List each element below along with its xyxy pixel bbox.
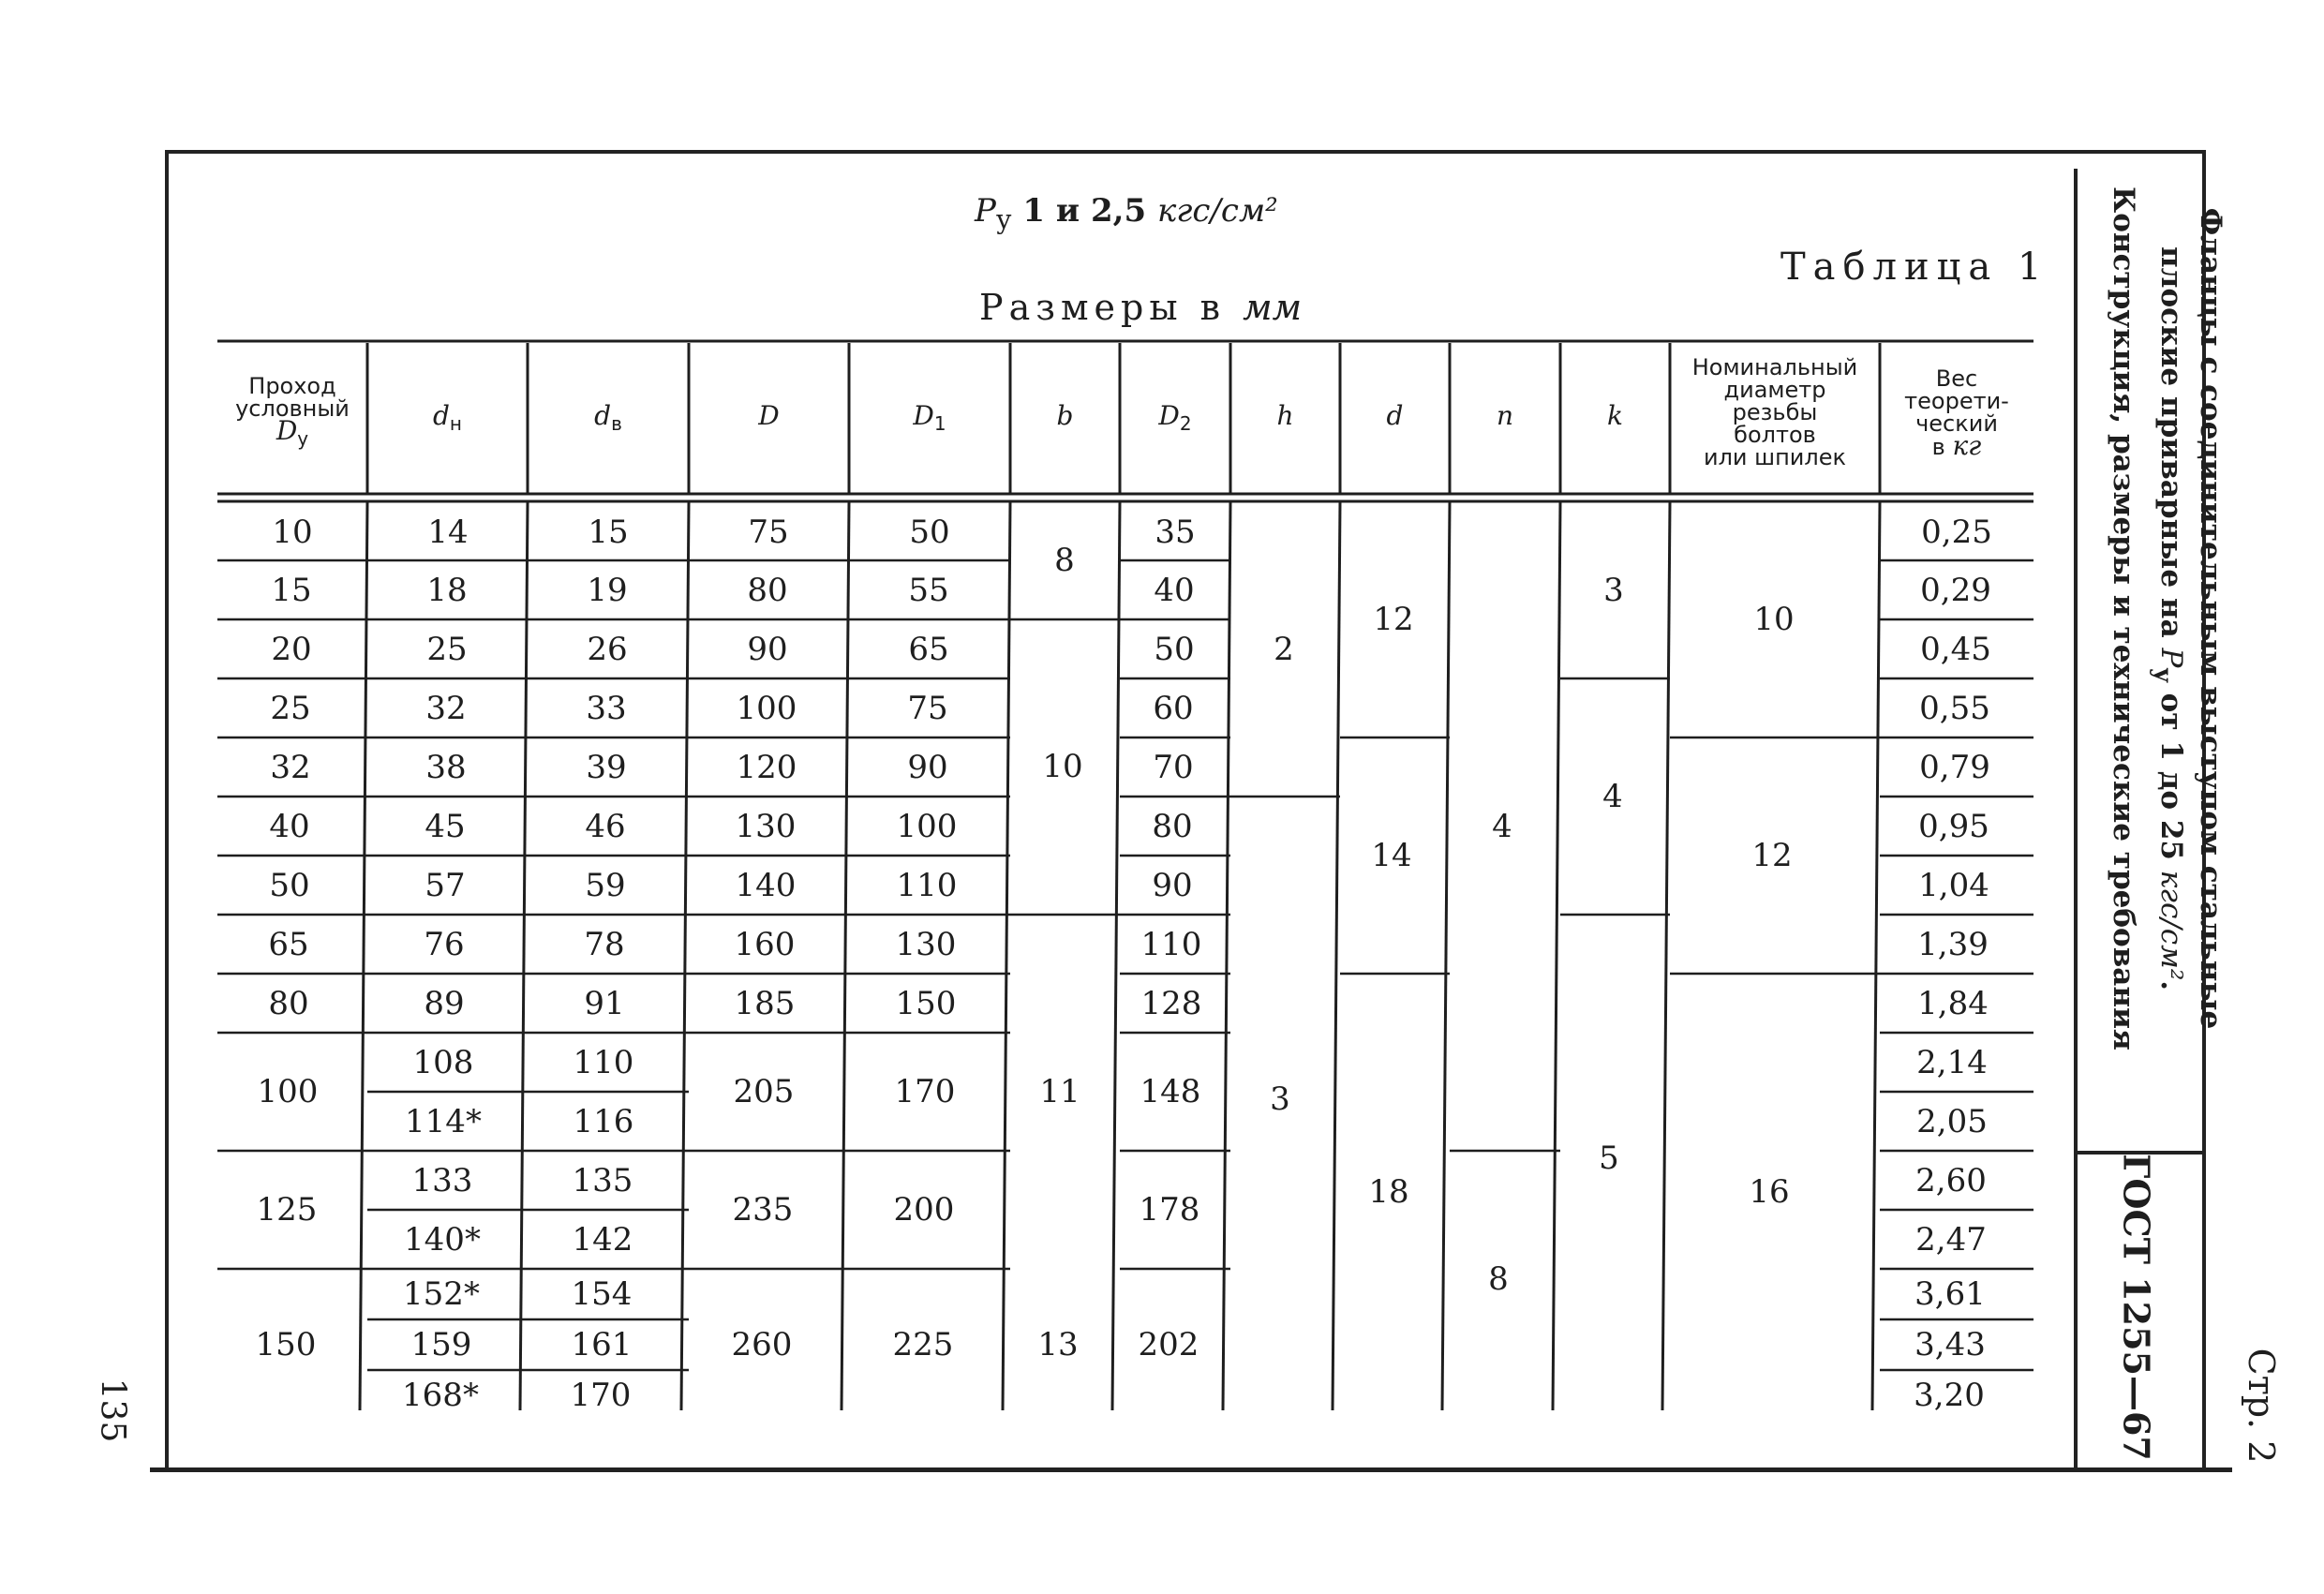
weight-cell: 1,84 [1917,985,1989,1022]
dv-cell: 161 [571,1326,633,1363]
dy-cell: 40 [269,808,310,845]
D2-cell: 35 [1155,514,1196,551]
dy-cell: 20 [271,631,312,668]
D2-cell: 178 [1139,1191,1200,1229]
weight-cell: 3,61 [1914,1275,1986,1313]
bolt-cell: 16 [1749,1173,1790,1211]
weight-cell: 0,95 [1918,808,1989,845]
D-cell: 130 [735,808,797,845]
h-cell: 2 [1274,631,1294,668]
weight-cell: 2,05 [1916,1103,1988,1140]
weight-cell: 0,45 [1920,631,1991,668]
page-label: Стр. 2 [2241,1348,2282,1464]
dn-cell: 114* [405,1103,482,1140]
gost-number: ГОСТ 1255—67 [2115,1154,2158,1461]
dn-cell: 140* [404,1221,481,1259]
dn-cell: 133 [411,1162,473,1199]
header-h: h [1276,400,1294,431]
D1-cell: 75 [907,690,948,727]
D-cell: 75 [748,514,789,551]
D1-cell: 50 [909,514,950,551]
D2-cell: 80 [1152,808,1193,845]
dv-cell: 142 [572,1221,633,1259]
weight-cell: 1,04 [1918,867,1989,904]
D-cell: 185 [734,985,796,1022]
header-n: n [1496,400,1514,431]
dv-cell: 110 [573,1044,634,1081]
header-weight: Вес теорети- ческий в кг [1904,365,2009,461]
weight-cell: 3,43 [1914,1326,1986,1363]
header-dv: $d_в$ [594,400,622,435]
dv-cell: 116 [573,1103,634,1140]
dn-cell: 159 [410,1326,472,1363]
dv-cell: 78 [584,926,625,963]
weight-cell: 2,60 [1915,1162,1987,1199]
dv-cell: 154 [571,1275,633,1313]
dn-cell: 168* [402,1377,479,1414]
dv-cell: 91 [584,985,625,1022]
page-number: 135 [93,1378,132,1443]
dy-cell: 32 [270,749,311,786]
table-number: Таблица 1 [1780,246,2049,289]
d-cell: 12 [1373,601,1414,638]
weight-cell: 1,39 [1917,926,1989,963]
D-cell: 140 [735,867,797,904]
dy-cell: 150 [255,1326,317,1363]
dn-cell: 152* [403,1275,480,1313]
k-cell: 3 [1603,572,1624,609]
D-cell: 90 [747,631,788,668]
dv-cell: 39 [586,749,627,786]
k-cell: 4 [1602,778,1623,815]
dy-cell: 100 [257,1073,319,1110]
D2-cell: 70 [1153,749,1194,786]
D-cell: 205 [733,1073,795,1110]
header-bolt-diameter: Номинальный диаметр резьбы болтов или шпилек [1691,354,1858,470]
weight-cell: 0,25 [1921,514,1992,551]
D1-cell: 65 [908,631,949,668]
D2-cell: 148 [1140,1073,1201,1110]
n-cell: 8 [1488,1260,1509,1298]
header-D2: $D_2$ [1158,400,1192,435]
D1-cell: 150 [895,985,957,1022]
dy-cell: 15 [271,572,312,609]
dn-cell: 18 [426,572,468,609]
dv-cell: 19 [587,572,628,609]
D1-cell: 100 [896,808,958,845]
units-caption: Размеры в мм [979,287,1303,328]
weight-cell: 0,29 [1920,572,1991,609]
header-b: b [1056,400,1074,431]
dn-cell: 25 [426,631,468,668]
header-dn: $d_н$ [432,400,462,435]
frame-left-rule [165,150,169,1471]
b-cell: 10 [1042,748,1083,785]
D1-cell: 225 [892,1326,954,1363]
d-cell: 18 [1368,1173,1409,1211]
dv-cell: 46 [585,808,626,845]
D2-cell: 110 [1140,926,1202,963]
weight-cell: 2,47 [1915,1221,1987,1259]
bolt-cell: 12 [1751,837,1793,874]
D-cell: 235 [732,1191,794,1229]
D1-cell: 170 [894,1073,956,1110]
dn-cell: 45 [425,808,466,845]
document-title: Фланцы с соединительным выступом стальные плоские приварные на $P_у$ от 1 до 25 кгс/см². Конструкция, размеры и технические требования [2106,186,2227,1050]
dy-cell: 65 [268,926,309,963]
dn-cell: 57 [425,867,466,904]
D1-cell: 200 [893,1191,955,1229]
header-dy: Проход условный $D_у$ [235,373,350,450]
header-D1: $D_1$ [913,400,946,435]
D2-cell: 90 [1152,867,1193,904]
D1-cell: 90 [907,749,948,786]
D-cell: 80 [747,572,788,609]
dv-cell: 135 [572,1162,633,1199]
D2-cell: 60 [1153,690,1194,727]
frame-top-rule [167,150,2205,154]
weight-cell: 0,79 [1919,749,1990,786]
dy-cell: 125 [256,1191,318,1229]
header-D: D [758,400,780,431]
D1-cell: 110 [896,867,958,904]
pressure-heading: $P_у$ 1 и 2,5 кгс/см² [975,192,1278,235]
dn-cell: 76 [424,926,465,963]
weight-cell: 3,20 [1914,1377,1985,1414]
weight-cell: 2,14 [1916,1044,1988,1081]
bolt-cell: 10 [1753,601,1795,638]
dy-cell: 10 [272,514,313,551]
weight-cell: 0,55 [1919,690,1990,727]
D-cell: 260 [731,1326,793,1363]
dn-cell: 32 [425,690,467,727]
D-cell: 120 [736,749,797,786]
dv-cell: 170 [570,1377,632,1414]
header-k: k [1607,400,1623,431]
dv-cell: 15 [588,514,629,551]
d-cell: 14 [1371,837,1412,874]
dv-cell: 33 [586,690,627,727]
D2-cell: 40 [1154,572,1195,609]
D2-cell: 50 [1154,631,1195,668]
D-cell: 160 [734,926,796,963]
header-d: d [1386,400,1404,431]
dy-cell: 25 [270,690,311,727]
D1-cell: 130 [895,926,957,963]
frame-bottom-rule [150,1467,2232,1472]
b-cell: 11 [1039,1073,1080,1110]
b-cell: 13 [1037,1326,1079,1363]
dn-cell: 108 [412,1044,474,1081]
D2-cell: 202 [1138,1326,1199,1363]
k-cell: 5 [1599,1140,1619,1177]
dv-cell: 26 [587,631,628,668]
dn-cell: 14 [427,514,469,551]
D2-cell: 128 [1140,985,1202,1022]
dy-cell: 50 [269,867,310,904]
b-cell: 8 [1054,542,1075,579]
n-cell: 4 [1492,808,1512,845]
dn-cell: 38 [425,749,467,786]
h-cell: 3 [1270,1080,1290,1118]
dy-cell: 80 [268,985,309,1022]
D1-cell: 55 [908,572,949,609]
D-cell: 100 [736,690,797,727]
dn-cell: 89 [424,985,465,1022]
dv-cell: 59 [585,867,626,904]
